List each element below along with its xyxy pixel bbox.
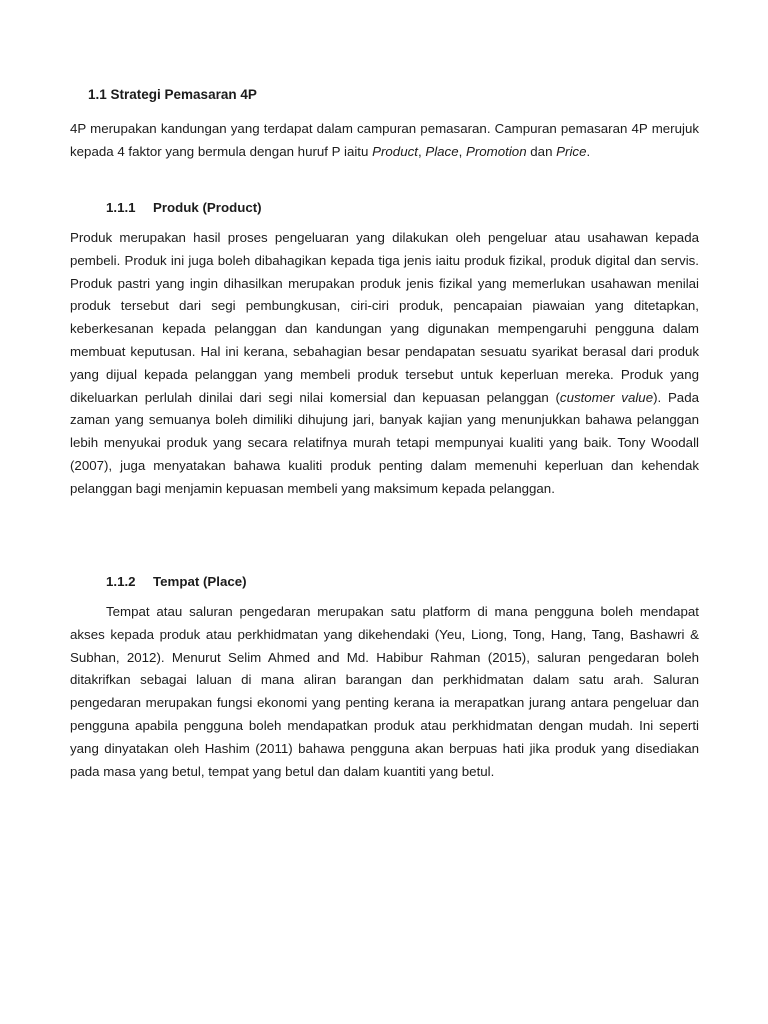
tempat-title: Tempat (Place)	[153, 574, 247, 589]
produk-text-2: ). Pada zaman yang semuanya boleh dimiliki dihujung jari, banyak kajian yang menunjukkan bahawa pelanggan lebih menyukai produk yang secara relatifnya murah tetapi mempunyai kualiti yang baik. Tony Woodall (2007), juga menyatakan bahawa kualiti produk penting dalam memenuhi keperluan dan kehendak pelanggan bagi menjamin kepuasan membeli yang maksimum kepada pelanggan.	[70, 389, 699, 496]
produk-paragraph	[70, 227, 699, 501]
intro-end: .	[586, 143, 591, 159]
term-promotion: Promotion	[465, 143, 527, 159]
produk-title: Produk (Product)	[153, 200, 262, 215]
intro-paragraph	[70, 118, 699, 164]
intro-separator-2: ,	[458, 143, 466, 159]
tempat-heading	[106, 574, 247, 589]
section-heading: 1.1 Strategi Pemasaran 4P	[88, 87, 257, 102]
intro-separator-1: ,	[417, 143, 426, 159]
produk-heading	[106, 200, 262, 215]
tempat-paragraph: Tempat atau saluran pengedaran merupakan satu platform di mana pengguna boleh mendapat akses kepada produk atau perkhidmatan yang dikehendaki (Yeu, Liong, Tong, Hang, Tang, Bashawri & Subhan, 2012). Menurut Selim Ahmed and Md. Habibur Rahman (2015), saluran pengedaran boleh ditakrifkan sebagai laluan di mana aliran barangan dan perkhidmatan dalam satu arah. Saluran pengedaran merupakan fungsi ekonomi yang penting kerana ia merapatkan jurang antara pengeluar dan pengguna apabila pengguna boleh mendapatkan produk atau perkhidmatan dengan mudah. Ini seperti yang dinyatakan oleh Hashim (2011) bahawa pengguna akan berpuas hati jika produk yang disediakan pada masa yang betul, tempat yang betul dan dalam kuantiti yang betul.	[70, 604, 699, 779]
intro-text: 4P merupakan kandungan yang terdapat dalam campuran pemasaran. Campuran pemasaran 4P merujuk kepada 4 faktor yang bermula dengan huruf P iaitu	[70, 121, 699, 159]
term-place: Place	[425, 143, 459, 159]
intro-and: dan	[526, 143, 557, 159]
term-price: Price	[556, 143, 587, 159]
tempat-number: 1.1.2	[106, 574, 136, 589]
produk-text-1: Produk merupakan hasil proses pengeluaran yang dilakukan oleh pengeluar atau usahawan kepada pembeli. Produk ini juga boleh dibahagikan kepada tiga jenis iaitu produk fizikal, produk digital dan servis. Produk pastri yang ingin dihasilkan merupakan produk jenis fizikal yang memerlukan usahawan menilai produk tersebut dari segi pembungkusan, ciri-ciri produk, pencapaian piawaian yang ditetapkan, keberkesanan kepada pelanggan dan kandungan yang digunakan mempengaruhi pengguna dalam membuat keputusan. Hal ini kerana, sebahagian besar pendapatan sesuatu syarikat berasal dari produk yang dijual kepada pelanggan yang membeli produk tersebut untuk keperluan mereka. Produk yang dikeluarkan perlulah dinilai dari segi nilai komersial dan kepuasan pelanggan (	[70, 230, 699, 405]
customer-value-term: customer value	[559, 389, 654, 405]
produk-number: 1.1.1	[106, 200, 136, 215]
term-product: Product	[372, 143, 418, 159]
